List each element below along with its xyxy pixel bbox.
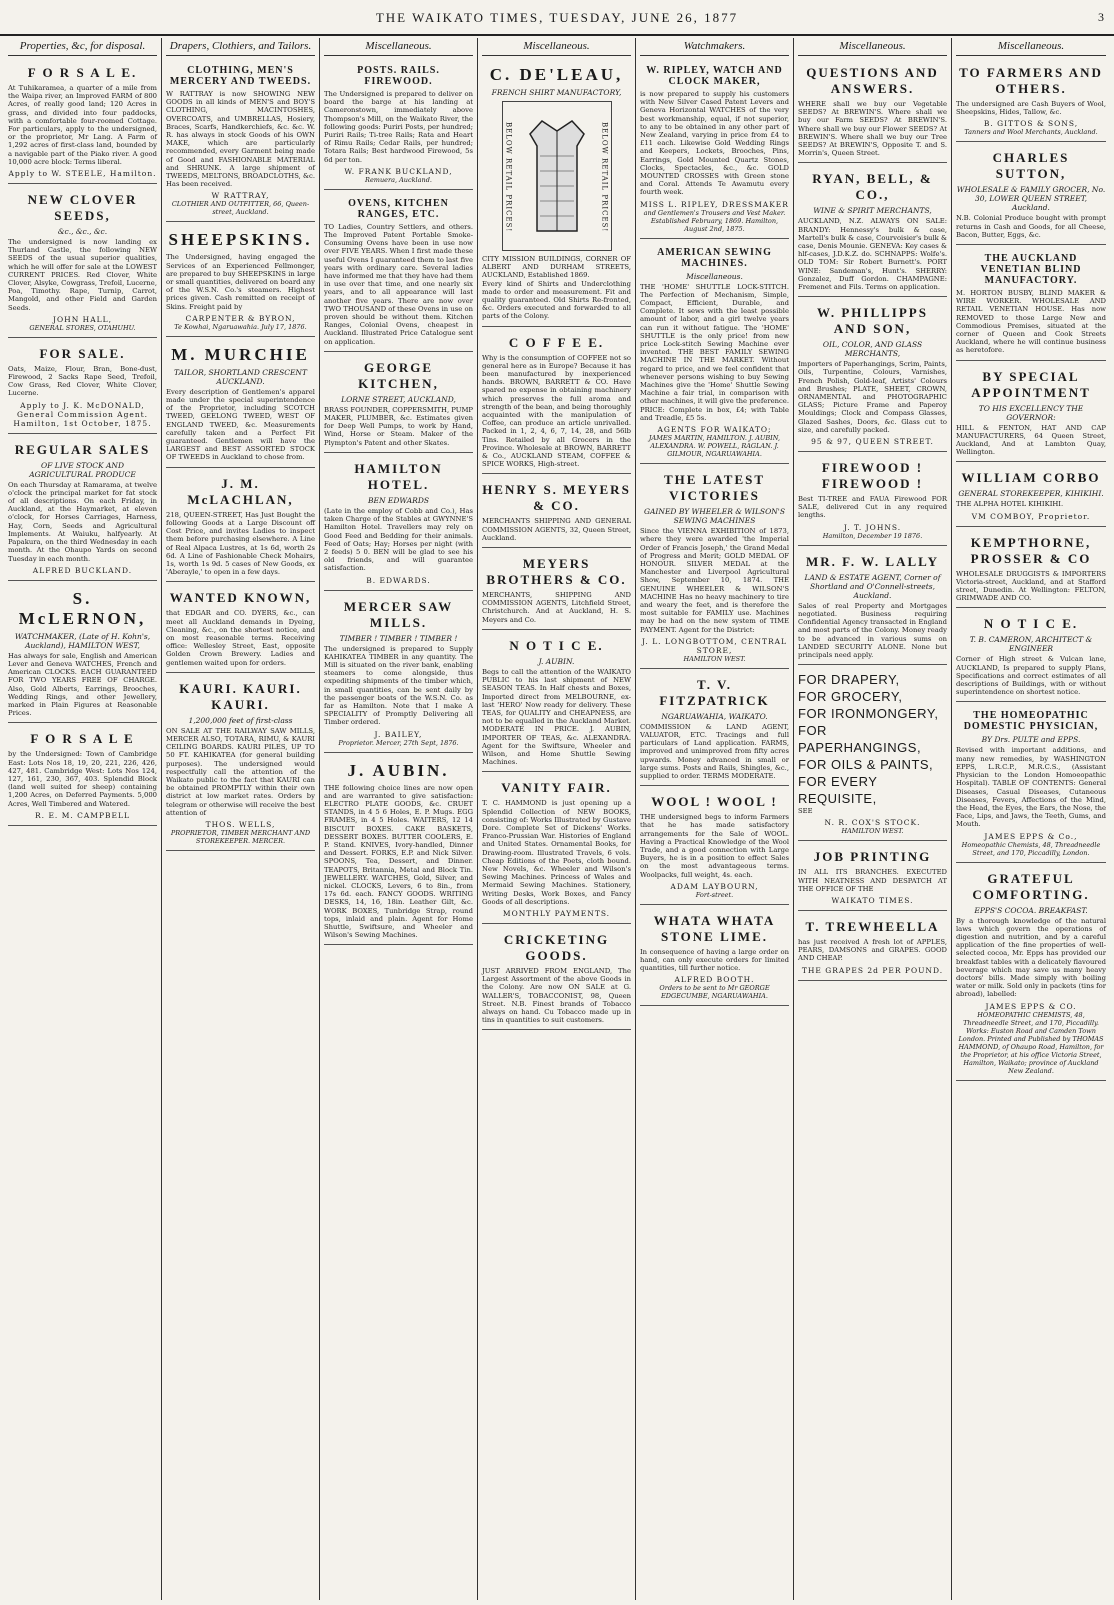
ad-subtitle: TAILOR, SHORTLAND CRESCENT AUCKLAND. [174, 367, 307, 386]
ad-address: Te Kowhai, Ngaruawahia. July 17, 1876. [174, 322, 307, 331]
ad-title: HENRY S. MEYERS & CO. [482, 482, 631, 514]
ad-title: QUESTIONS AND ANSWERS. [806, 65, 939, 96]
ad-subtitle: EPPS'S COCOA. BREAKFAST. [974, 905, 1088, 915]
column-heading: Watchmakers. [640, 38, 789, 56]
advertisement [798, 549, 947, 665]
ad-address: HAMILTON WEST. [841, 827, 904, 836]
big-ad-line: FOR IRONMONGERY, [798, 706, 939, 722]
ad-title: N O T I C E. [983, 616, 1079, 632]
ad-subtitle: LAND & ESTATE AGENT, Corner of Shortland and O'Connell-streets, Auckland. [804, 572, 941, 600]
advertisement [324, 756, 473, 946]
ad-title: WANTED KNOWN, [169, 590, 312, 606]
ad-title: RYAN, BELL, & CO., [812, 171, 933, 203]
ad-body: WHERE shall we buy our Vegetable SEEDS? At BREWIN'S. Where shall we buy our Farm SEEDS? At BREWIN'S. Where shall we buy our Flower SEEDS? At BREWIN'S. Where shall we buy our Tree SEEDS? At BREWIN'S, Opposite T. and S. Morrin's, Queen Street. [798, 100, 947, 158]
ad-title: AMERICAN SEWING MACHINES. [657, 246, 772, 269]
ad-address: Proprietor. Mercer, 27th Sept, 1876. [338, 738, 459, 747]
ad-signature: B. GITTOS & SONS, [983, 119, 1079, 129]
ad-subtitle: LORNE STREET, AUCKLAND, [341, 394, 456, 404]
ad-title: WILLIAM CORBO [961, 470, 1101, 486]
advertisement [798, 455, 947, 546]
shirt-caption-left: BELOW RETAIL PRICES! [504, 122, 513, 233]
big-ad-line: FOR PAPERHANGINGS, [798, 723, 922, 756]
ad-title: F O R S A L E [30, 731, 135, 747]
column-2 [162, 38, 320, 1600]
ad-title: SHEEPSKINS. [168, 230, 313, 250]
ad-subtitle: GENERAL STOREKEEPER, KIHIKIHI. [958, 489, 1104, 499]
ad-body: Oats, Maize, Flour, Bran, Bone-dust, Firewood, 2 Sacks Rape Seed, Trefoil, Cow Grass, Red Clover, White Clover, Lucerne. [8, 364, 157, 398]
column-heading: Properties, &c, for disposal. [8, 38, 157, 56]
page-number: 3 [1098, 10, 1104, 24]
ad-signature: R. E. M. CAMPBELL [35, 810, 130, 820]
ad-title: THE LATEST VICTORIES [663, 472, 766, 504]
ad-address: Hamilton, December 19 1876. [822, 531, 923, 540]
ad-body: The undersigned is now landing ex Thurland Castle, the following NEW SEEDS of the usual superior qualities, which he will offer for sale at the LOWEST CURRENT PRICES. Red Clover, White Clover, Alsyke, Cowgrass, Trefoil, Lucerne, Poa, Timothy. Rape, Turnip, Carrot, Mangold, and other Field and Garden Seeds. [8, 238, 157, 312]
ad-subtitle: T. B. CAMERON, ARCHITECT & ENGINEER [969, 635, 1093, 654]
ad-title: C O F F E E. [508, 334, 605, 350]
ad-title: HAMILTON HOTEL. [354, 460, 443, 492]
advertisement [798, 844, 947, 911]
ad-subtitle: NGARUAWAHIA, WAIKATO. [661, 711, 768, 721]
advertisement [956, 60, 1106, 142]
advertisement [166, 225, 315, 336]
ad-title: NEW CLOVER SEEDS, [27, 192, 138, 224]
ad-title: J. M. McLACHLAN, [187, 475, 294, 507]
advertisement [166, 471, 315, 583]
ad-title: WOOL ! WOOL ! [651, 794, 778, 810]
ad-signature: CARPENTER & BYRON, [185, 313, 296, 323]
ad-body: that EDGAR and CO. DYERS, &c., can meet all Auckland demands in Dyeing, Cleaning, &c., on the shortest notice, and on most reasonable terms. Receiving office: Wellesley Street, East, opposite Golden Crown Brewery. Ladies and gentlemen waited upon for orders. [166, 609, 315, 667]
advertisement [482, 775, 631, 924]
ad-signature: N. R. COX'S STOCK. [824, 818, 921, 828]
advertisement [956, 465, 1106, 526]
advertisement [8, 726, 157, 825]
ad-body: Why is the consumption of COFFEE not so general here as in Europe? Because it has been manufactured by inexperienced hands. BROWN, BARRETT & CO. Have spared no expense in obtaining machinery which preserves the full aroma and strength of the bean, and being thoroughly acquainted with the manipulation of Coffee, can produce an article unrivalled. Packed in 1, 2, 4, 6, 7, 14, 28, and 56lb Tins. Retailed by all Grocers in the Province. Wholesale at BROWN, BARRETT & Co., AUCKLAND STEAM, COFFEE & SPICE WORKS, High-street. [482, 353, 631, 469]
ad-body: MERCHANTS SHIPPING AND GENERAL COMMISSION AGENTS, 32, Queen Street, Auckland. [482, 517, 631, 542]
ad-body: Revised with important additions, and many new remedies, by WASHINGTON EPPS, L.R.C.P., M.R.C.S., (Assistant Physician to the London Homoeopathic Hospital). TABLE OF CONTENTS: General Diseases, Casual Diseases, Cutaneous Diseases, Fevers, Affections of the Mind, the Head, the Eyes, the Ears, the Nose, the Face, Lips, and Jaws, the Teeth, Gums, and Mouth. [956, 746, 1106, 829]
ad-body: CITY MISSION BUILDINGS, CORNER OF ALBERT AND DURHAM STREETS, AUCKLAND, Established 1869. [482, 255, 631, 280]
ad-signature: VM COMBOY, Proprietor. [971, 511, 1091, 521]
ad-title: MERCER SAW MILLS. [343, 598, 454, 630]
ad-body: WHOLESALE DRUGGISTS & IMPORTERS Victoria-street, Auckland, and at Stafford street, Dunedin. At Wellington: FELTON, GRIMWADE AND CO. [956, 569, 1106, 603]
advertisement [482, 927, 631, 1030]
ad-body-continued: Every kind of Shirts and Underclothing made to order and measurement. Fit and quality guaranteed. Old Shirts Re-fronted, &c. Orders executed and forwarded to all parts of the Colony. [482, 279, 631, 321]
advertisement [956, 530, 1106, 609]
ad-body: T. C. HAMMOND is just opening up a Splendid Collection of NEW BOOKS, consisting of: Works Illustrated by Gustave Dore. Complete Set of Dickens' Works. Franco-Prussian War. Histories of England and United States. Ornamental Books, for Drawing-room. Illustrated Travels, 6 vols. Cheap Editions of the Poets, cloth bound. New Novels, &c. Wheeler and Wilson's Sewing Machines. Princess of Wales and Mermaid Sewing Machines. Stationery, Writing Desks, Work Boxes, and Fancy Goods of all descriptions. [482, 799, 631, 906]
column-heading: Drapers, Clothiers, and Tailors. [166, 38, 315, 56]
column-5 [636, 38, 794, 1600]
ad-subtitle: 1,200,000 feet of first-class [188, 715, 293, 725]
ad-title: J. AUBIN. [347, 760, 450, 780]
ad-body: At Tuhikaramea, a quarter of a mile from the Waipa river, an Improved FARM of 800 Acres, of really good land; 120 Acres in grass, and divided into four paddocks, with a comfortable four-roomed Cottage. For particulars, apply to the undersigned, or the proprietor, Mr Lang. A Farm of 1,292 acres of first-class land, bounded by a navigable part of the Piako river. A good 10,000 acre block: Terms liberal. [8, 84, 157, 166]
ad-body: M. HORTON BUSBY, BLIND MAKER & WIRE WORKER. WHOLESALE AND RETAIL VENETIAN HOUSE. Has now REMOVED to those Large New and Commodious Premises, situated at the corner of Queen and Cook Streets Auckland, where he will continue business as heretofore. [956, 289, 1106, 355]
ad-signature: W. FRANK BUCKLAND, [344, 166, 453, 176]
column-3 [320, 38, 478, 1600]
ad-signature: Apply to W. STEELE, Hamilton. [8, 169, 157, 179]
ad-title: M. MURCHIE [171, 344, 310, 364]
advertisement [640, 467, 789, 669]
advertisement [482, 477, 631, 548]
advertisement [8, 584, 157, 724]
ad-title: KEMPTHORNE, PROSSER & CO [970, 534, 1092, 566]
ad-subtitle: GAINED BY WHEELER & WILSON'S SEWING MACHINES [644, 507, 785, 526]
ad-title: GRATEFUL COMFORTING. [972, 870, 1090, 902]
ad-body: 218, QUEEN-STREET, Has Just Bought the following Goods at a Large Discount off Cost Price, and invites Ladies to inspect them before purchasing elsewhere. A Line of Real Alpaca Lustres, at 1s 6d, worth 2s 6d. A Line of Fashionable Check Mohairs, 1s, worth 1s 9d. 5 cases of New Goods, ex 'Aberayle,' to open in a few days. [166, 510, 315, 577]
advertisement [640, 242, 789, 464]
ad-title: W. PHILLIPPS AND SON, [817, 305, 928, 337]
ad-body: Corner of High street & Vulcan lane, AUCKLAND, Is prepared to supply Plans, Specifications and correct estimates of all descriptions of Buildings, with or without superintendence on shortest notice. [956, 655, 1106, 697]
ad-subtitle: J. AUBIN. [538, 656, 575, 666]
ad-signature: MONTHLY PAYMENTS. [502, 908, 611, 918]
ad-title: GEORGE KITCHEN, [358, 359, 439, 391]
ad-title: REGULAR SALES [14, 441, 151, 457]
advertisement [324, 193, 473, 352]
ad-body: THE 'HOME' SHUTTLE LOCK-STITCH. The Perfection of Mechanism, Simple, Compact, Efficient, Durable, and Complete. It sews with the least possible amount of labor, and a girl twelve years can run it without fatigue. The 'HOME' SHUTTLE is the only price! from new price Lock-stitch Sewing Machine ever invented. THE BEST FAMILY SEWING MACHINE IN THE MARKET. Without regard to price, and we feel confident that whenever persons wishing to buy Sewing Machines give the 'Home' Shuttle Sewing Machine a fair trial, in comparison with other machines, it will give the preference. PRICE: Complete in box, £4; with Table and Treadle, £5 5s. [640, 282, 789, 422]
advertisement [8, 187, 157, 338]
advertisement [640, 789, 789, 905]
ad-signature: MISS L. RIPLEY, DRESSMAKER [640, 199, 789, 209]
ad-title: W. RIPLEY, WATCH AND CLOCK MAKER, [646, 65, 783, 87]
ad-signature: JAMES EPPS & CO. [985, 1001, 1077, 1011]
ad-signature: AGENTS FOR WAIKATO; [657, 425, 772, 435]
ad-title: WHATA WHATA STONE LIME. [653, 912, 776, 944]
ad-body: is now prepared to supply his customers with New Silver Cased Patent Levers and Geneva Horizontal WATCHES of the very best workmanship, equal, if not superior, to any to be obtained in any other part of New Zealand, varying in price from £4 to £11 each. Likewise Gold Wedding Rings and Keepers, Lockets, Brooches, Pins, Earrings, Gold Mounted Quartz Stones, Clocks, Spectacles, &c., &c. GOLD MOUNTED CROSSES with Green stone and Coral. Attends Te Awamutu every fourth week. [640, 90, 789, 197]
ad-body: N.B. Colonial Produce bought with prompt returns in Cash and Goods, for all Cheese, Bacon, Butter, Eggs, &c. [956, 214, 1106, 239]
ad-body: ON SALE AT THE RAILWAY SAW MILLS, MERCER ALSO, TOTARA, RIMU, & KAURI CEILING BOARDS. KAURI PILES, UP TO 50 FT. KAHIKATEA (for general building purposes). The undersigned would respectfully call the attention of the Waikato public to the fact that KAURI can be obtained PROMPTLY within their own district at low market rates. Orders by telegram or otherwise will receive the best attention of [166, 726, 315, 817]
advertisement [166, 60, 315, 222]
ad-signature: THE GRAPES 2d PER POUND. [801, 965, 944, 975]
advertisement [640, 672, 789, 786]
ad-signature: J. L. LONGBOTTOM, CENTRAL STORE, [642, 636, 787, 655]
ad-body: The Undersigned is prepared to deliver on board the barge at his landing at Cameronstown, immediately above Thompson's Mill, on the Waikato River, the following goods: Puriri Posts, per hundred; Puriri Rails; Ti-tree Rails; Rata and Heart of Rimu Rails; Cedar Rails, per hundred; Totara Rails; Best hardwood Firewood, 5s 6d per ton. [324, 90, 473, 164]
ad-subtitle: TO HIS EXCELLENCY THE GOVERNOR: [978, 403, 1084, 422]
ad-body: In consequence of having a large order on hand, can only execute orders for limited quantities, till further notice. [640, 947, 789, 973]
ad-address: Remuera, Auckland. [365, 175, 432, 184]
advertisement [482, 330, 631, 475]
ad-subtitle: FRENCH SHIRT MANUFACTORY, [491, 88, 622, 97]
ad-title: TO FARMERS AND OTHERS. [959, 65, 1103, 96]
ad-body: AUCKLAND, N.Z. ALWAYS ON SALE: BRANDY: Hennessy's bulk & case, Martell's bulk & case, Courvoisier's bulk & case, Denis Mounie. GENEVA: Key cases & hlf-cases, J.D.K.Z. do. SCHNAPPS: Wolfe's. OLD TOM: Sir Robert Burnett's. PORT WINE: Sandeman's, Hunt's. SHERRY: Gonzalez, Duff Gordon. CHAMPAGNE: Fremenet and Fils. Terms on application. [798, 217, 947, 292]
advertisement [482, 551, 631, 630]
big-ad-line: FOR OILS & PAINTS, [798, 757, 934, 773]
ad-title: CRICKETING GOODS. [503, 931, 610, 963]
ad-address: CLOTHIER AND OUTFITTER, 66, Queen-street, Auckland. [171, 200, 310, 217]
advertisement [640, 60, 789, 239]
ad-subtitle: BY Drs. PULTE and EPPS. [981, 735, 1081, 745]
columns-container [4, 38, 1110, 1600]
column-heading: Miscellaneous. [798, 38, 947, 56]
column-6 [794, 38, 952, 1600]
ad-body: THE undersigned begs to inform Farmers that he has made satisfactory arrangements for the Sale of WOOL. Having a Practical Knowledge of the Wool Trade, and a good connection with Large Buyers, he is in a position to effect Sales on the most advantageous terms. Woolpacks, full weight, 4s. each. [640, 813, 789, 879]
ad-body: The Undersigned, having engaged the Services of an Experienced Fellmonger, are prepared to buy SHEEPSKINS in large or small quantities, delivered on board any of the W.S.N. Co.'s steamers. Highest prices given. Cash remitted on receipt of Skins. Freight paid by [166, 253, 315, 311]
shirt-illustration [502, 101, 612, 251]
advertisement [956, 705, 1106, 862]
ad-body: On each Thursday at Ramarama, at twelve o'clock the principal market for fat stock of all descriptions. On each Friday, in Auckland, at the Haymarket, at eleven o'clock, for Horses Carriages, Harness, Hay, Corn, Seeds and Agricultural Implements. At Waiuku, halfyearly. At Papakura, on the third Wednesday in each month. At the Ohaupo Yards on second Tuesday in each month. [8, 480, 157, 563]
ad-title: CLOTHING, MEN'S MERCERY AND TWEEDS. [169, 65, 312, 87]
advertisement [798, 166, 947, 297]
ad-signature: WAIKATO TIMES. [831, 895, 914, 905]
ad-address: and Gentlemen's Trousers and Vest Maker. Established February, 1869. Hamilton, August 2nd, 1875. [643, 208, 786, 233]
ad-title: KAURI. KAURI. KAURI. [179, 680, 302, 712]
ad-title: N O T I C E. [509, 637, 604, 653]
ad-title: F O R S A L E. [27, 65, 138, 80]
ad-title: C. DE'LEAU, [489, 65, 624, 84]
advertisement [482, 60, 631, 327]
ad-body: MERCHANTS, SHIPPING AND COMMISSION AGENTS, Litchfield Street, Christchurch. And at Auckland, H. S. Meyers and Co. [482, 591, 631, 624]
ad-body: Begs to call the attention of the WAIKATO PUBLIC to his last shipment of NEW SEASON TEAS. In Half chests and Boxes, Imported direct from MELBOURNE, ex-last 'HERO' Now ready for delivery. These TEAS, for QUALITY and CHEAPNESS, are not to be equalled in the Auckland Market. MODERATE IN PRICE. J. AUBIN, IMPORTER OF TEAS, &c. ALEXANDRA. Agent for the Swiftsure, Wheeler and Wilson, and Home Shuttle Sewing Machines. [482, 667, 631, 767]
advertisement [798, 60, 947, 163]
ad-title: T. V. FITZPATRICK [659, 676, 770, 708]
ad-address: Fort-street. [695, 890, 734, 899]
advertisement [8, 341, 157, 434]
ad-title: JOB PRINTING [813, 849, 932, 865]
ad-title: VANITY FAIR. [501, 780, 612, 796]
advertisement [324, 60, 473, 190]
ad-signature: B. EDWARDS. [366, 575, 431, 585]
shirt-icon [522, 116, 592, 236]
ad-body: Since the VIENNA EXHIBITION of 1873, where they were awarded 'the Imperial Order of Francis Joseph,' the Grand Medal of Progress and Merit; GOLD MEDAL OF HONOUR. SILVER MEDAL at the Manchester and Liverpool Agricultural Show, September 10, 1874. THE GENUINE WHEELER & WILSON'S MACHINE Has no heavy machinery to tire and weary the feet, and is therefore the most suitable for FAMILY use. Machines may be had on the new system of TIME PAYMENT. Agent for the District: [640, 527, 789, 634]
masthead [0, 0, 1114, 36]
ad-body: by the Undersigned: Town of Cambridge East: Lots Nos 18, 19, 20, 221, 226, 426, 427, 481. Cambridge West: Lots Nos 124, 127, 161, 230, 367, 403. Splendid Block (land well suited for sheep) containing 1,200 Acres, on Deferred Payments. 5,000 Acres, Well Timbered and Watered. [8, 750, 157, 808]
advertisement [798, 914, 947, 981]
column-heading: Miscellaneous. [956, 38, 1106, 56]
ad-title: MR. F. W. LALLY [805, 553, 940, 569]
advertisement [324, 355, 473, 453]
ad-body: BRASS FOUNDER, COPPERSMITH, PUMP MAKER, PLUMBER, &c. Estimates given for Deep Well Pumps, to work by Hand, Wind, Horse or Steam. Maker of the Plympton's Patent and other Skates. [324, 405, 473, 447]
column-heading: Miscellaneous. [482, 38, 631, 56]
ad-signature: J. BAILEY, [374, 729, 423, 739]
ad-body: TO Ladies, Country Settlers, and others. The Improved Patent Portable Smoke-Consuming Ovens have been in use now over FIVE YEARS. When I first made these useful Ovens I guaranteed them to last five years with ordinary care. Several ladies have informed me that they have had them in use over that time, and one nearly six years, and to all appearance will last another five years. There are now over TWO THOUSAND of these Ovens in use on proven should be without them. Kitchen Ranges, Colonial Ovens, cheapest in Auckland. Illustrated Price Catalogue sent on application. [324, 222, 473, 346]
ad-address: PROPRIETOR, TIMBER MERCHANT AND STOREKEEPER. MERCER. [170, 828, 311, 845]
ad-signature: W RATTRAY, [211, 191, 270, 201]
ad-body: THE ALPHA HOTEL KIHIKIHI. [956, 500, 1064, 509]
ad-signature: JOHN HALL, [53, 314, 112, 324]
ad-signature: J. T. JOHNS. [843, 522, 902, 532]
ad-title: CHARLES SUTTON, [992, 150, 1070, 182]
ad-address: JAMES MARTIN, HAMILTON. J. AUBIN, ALEXANDRA. W. POWELL, RAGLAN. J. GILMOUR, NGARUAWAHIA. [648, 434, 781, 459]
ad-address: Tanners and Wool Merchants, Auckland. [964, 128, 1098, 137]
ad-body: Best TI-TREE and FAUA Firewood FOR SALE, delivered Cut in any required lengths. [798, 495, 947, 520]
ad-body: Has always for sale, English and American Lever and Geneva WATCHES, French and American CLOCKS. EACH GUARANTEED FOR TWO YEARS FREE OF CHARGE. Also, Gold Alberts, Earrings, Brooches, Wedding Rings, and other Jewellery, marked in Plain Figures at Reasonable Prices. [8, 651, 157, 718]
ad-signature: ALFRED BUCKLAND. [32, 565, 133, 575]
advertisement [956, 248, 1106, 361]
advertisement [324, 594, 473, 753]
ad-title: MEYERS BROTHERS & CO. [486, 556, 627, 588]
advertisement [166, 585, 315, 672]
advertisement [8, 437, 157, 581]
ad-subtitle: WINE & SPIRIT MERCHANTS, [813, 206, 932, 216]
ad-title: FOR SALE. [39, 345, 126, 361]
advertisement [166, 340, 315, 468]
advertisement [956, 611, 1106, 702]
ad-subtitle: BEN EDWARDS [368, 495, 429, 505]
ad-address: Orders to be sent to Mr GEORGE EDGECUMBE, NGARUAWAHIA. [659, 984, 770, 1001]
ad-subtitle: WHOLESALE & FAMILY GROCER, No. 30, LOWER QUEEN STREET, Auckland. [956, 185, 1106, 213]
ad-signature: 95 & 97, QUEEN STREET. [811, 437, 934, 447]
big-ad-line: FOR EVERY REQUISITE, [798, 774, 878, 807]
big-ad-line: FOR DRAPERY, [798, 672, 900, 688]
shirt-caption-right: BELOW RETAIL PRICES! [600, 122, 609, 233]
ad-signature: Apply to J. K. McDONALD, General Commission Agent. Hamilton, 1st October, 1875. [13, 400, 152, 428]
ad-body: HILL & FENTON, HAT AND CAP MANUFACTURERS, 64 Queen Street, Auckland, And at Lambton Quay, Wellington. [956, 423, 1106, 457]
ad-body: SEE [798, 807, 813, 816]
column-7 [952, 38, 1110, 1600]
ad-body: (Late in the employ of Cobb and Co.), Has taken Charge of the Stables at GWYNNE'S Hamilton Hotel. Travellers may rely on Good Feed and Bedding for their animals. Feed of Oats; Hay; Horses per night (with 2 feeds) 5 0. BEN will be glad to see his old friends, and will guarantee satisfaction. [324, 506, 473, 573]
ad-signature: ADAM LAYBOURN, [670, 881, 759, 891]
big-ad-line: FOR GROCERY, [798, 689, 903, 705]
advertisement [166, 676, 315, 851]
ad-body: Sales of real Property and Mortgages negotiated. Business requiring Confidential Agency transacted in England and most parts of the Colony. Money ready to be advanced in various sums on LANDED SECURITY ALONE. None but principals need apply. [798, 601, 947, 659]
ad-body: THE following choice lines are now open and are warranted to give satisfaction: ELECTRO PLATE GOODS, &c. CRUET STANDS, in 4 5 6 Holes, E. P. Mugs. EGG FRAMES, in 4 5 Holes. WAITERS, 12 14 BISCUIT BOXES. CAKE BASKETS, DESSERT BOXES. BUTTER COOLERS, E. P. Stand. KNIVES, Ivory-handled, Dinner and Dessert. FORKS, E.P. and Nick Silver. SPOONS, Tea, Dessert, and Dinner. TEAPOTS, Britannia, Metal and Block Tin. JEWELLERY. WATCHES, Gold, Silver, and nickel. CLOCKS, Levers, 6 to 8in., from 17s 6d. each. FANCY GOODS. WRITING DESKS, 14, 16, 18in. Leather Gilt, &c. WORK BOXES, Tunbridge Strap, round tops, inlaid and plain. Agent for Home Shuttle, Swiftsure, and Wheeler and Wilson's Sewing Machines. [324, 783, 473, 940]
ad-subtitle: Miscellaneous. [686, 271, 743, 281]
ad-subtitle: OF LIVE STOCK AND AGRICULTURAL PRODUCE [29, 460, 136, 479]
ad-signature: JAMES EPPS & Co., [984, 831, 1078, 841]
ad-body: Importers of Paperhangings, Scrim, Paints, Oils, Turpentine, Colours, Varnishes, French Polish, Gold-leaf, Artists' Colours and Brushes; PLATE, SHEET, CROWN, ORNAMENTAL and PHOTOGRAPHIC GLASS; Picture Frame and Paperoy Mouldings; Clock and Compass Glasses, Glazed Sashes, Doors, &c. Glass cut to size, and carefully packed. [798, 360, 947, 434]
ad-title: S. McLERNON, [18, 588, 147, 628]
advertisement [956, 145, 1106, 245]
ad-address: HAMILTON WEST. [683, 654, 746, 663]
advertisement [956, 364, 1106, 463]
column-heading: Miscellaneous. [324, 38, 473, 56]
ad-subtitle: WATCHMAKER, (Late of H. Kohn's, Auckland), HAMILTON WEST, [14, 631, 151, 650]
ad-signature: ALFRED BOOTH. [674, 975, 755, 985]
ad-title: T. TREWHEELLA [805, 918, 940, 934]
ad-title: THE HOMEOPATHIC DOMESTIC PHYSICIAN, [963, 710, 1099, 733]
ad-body: IN ALL ITS BRANCHES. EXECUTED WITH NEATNESS AND DESPATCH AT THE OFFICE OF THE [798, 868, 947, 893]
ad-body: has just received A fresh lot of APPLES, PEARS, DAMSONS and GRAPES. GOOD AND CHEAP. [798, 937, 947, 963]
ad-address: GENERAL STORES, OTAHUHU. [29, 323, 136, 332]
ad-address: HOMEOPATHIC CHEMISTS, 48, Threadneedle Street, and 170, Piccadilly. Works: Euston Road and Camden Town London. Printed and Published by THOMAS HAMMOND, of Ohaupo Road, Hamilton, for the Proprietor, at his office Victoria Street, Hamilton, Waikato; province of Auckland New Zealand. [958, 1010, 1104, 1075]
advertisement [640, 908, 789, 1007]
ad-title: FIREWOOD ! FIREWOOD ! [821, 460, 924, 492]
ad-body: COMMISSION & LAND AGENT, VALUATOR, ETC. Tracings and full particulars of Land application. FARMS, improved and unimproved from fifty acres upwards. Money advanced in small or large sums. Posts and Rails, Shingles, &c., supplied to order. TERMS MODERATE. [640, 722, 789, 780]
ad-signature: THOS. WELLS, [205, 819, 276, 829]
newspaper-title: THE WAIKATO TIMES, TUESDAY, JUNE 26, 1877 [375, 10, 739, 25]
ad-body: The undersigned are Cash Buyers of Wool, Sheepskins, Hides, Tallow, &c. [956, 100, 1106, 117]
column-1 [4, 38, 162, 1600]
column-4 [478, 38, 636, 1600]
advertisement [482, 633, 631, 772]
ad-address: Homeopathic Chemists, 48, Threadneedle Street, and 170, Piccadilly, London. [961, 840, 1101, 857]
ad-title: BY SPECIAL APPOINTMENT [971, 368, 1091, 400]
ad-subtitle: &c., &c., &c. [57, 227, 108, 237]
ad-subtitle: OIL, COLOR, AND GLASS MERCHANTS, [822, 340, 923, 359]
ad-body: By a thorough knowledge of the natural laws which govern the operations of digestion and nutrition, and by a careful application of the fine properties of well-selected cocoa, Mr. Epps has provided our breakfast tables with a delicately flavoured beverage which may save us many heavy doctors' bills. Made simply with boiling water or milk. Sold only in packets (tins for abroad), labelled: [956, 916, 1106, 999]
ad-title: THE AUCKLAND VENETIAN BLIND MANUFACTORY. [980, 253, 1082, 287]
advertisement [956, 866, 1106, 1081]
ad-body: W RATTRAY is now SHOWING NEW GOODS in all kinds of MEN'S and BOY'S CLOTHING, MACINTOSHES, OVERCOATS, and UMBRELLAS, Hosiery, Braces, Scarfs, Handkerchiefs, &c. &c. W. R. has always in stock Goods of his OWN MAKE, which are particularly recommended, every Garment being made of Good and FASHIONABLE MATERIAL and SHRUNK. A large shipment of TWEEDS, MELTONS, BROADCLOTHS, &c. Has been received. [166, 90, 315, 189]
advertisement [8, 60, 157, 184]
ad-body: The undersigned is prepared to Supply KAHIKATEA TIMBER in any quantity. The Mill is situated on the river bank, enabling steamers to come alongside, thus expediting shipments of the timber which, in small quantities, can be sent daily by the passenger boats of the W.S.N. Co. as far as Hamilton. Note that I make A SPECIALITY of Promptly Delivering all Timber ordered. [324, 644, 473, 727]
ad-body: JUST ARRIVED FROM ENGLAND, The Largest Assortment of the above Goods in the Colony. Are now ON SALE at G. WALLER'S, TOBACCONIST, 98, Queen Street. N.B. Finest brands of Tobacco always on hand. Cu Tobacco made up in tins in quantities to suit customers. [482, 966, 631, 1025]
ad-title: POSTS. RAILS. FIREWOOD. [357, 65, 440, 87]
advertisement [798, 668, 947, 841]
ad-subtitle: TIMBER ! TIMBER ! TIMBER ! [339, 633, 458, 643]
ad-title: OVENS, KITCHEN RANGES, ETC. [348, 197, 449, 220]
ad-body: Every description of Gentlemen's apparel made under the special superintendence of the Proprietor, including SCOTCH TWEED, GEELONG TWEED, WEST OF ENGLAND TWEED, &c. Measurements carefully taken and a Perfect Fit guaranteed. Gentlemen will have the LARGEST and BEST ASSORTED STOCK OF TWEEDS in Auckland to chose from. [166, 387, 315, 462]
advertisement [798, 300, 947, 452]
advertisement [324, 456, 473, 591]
